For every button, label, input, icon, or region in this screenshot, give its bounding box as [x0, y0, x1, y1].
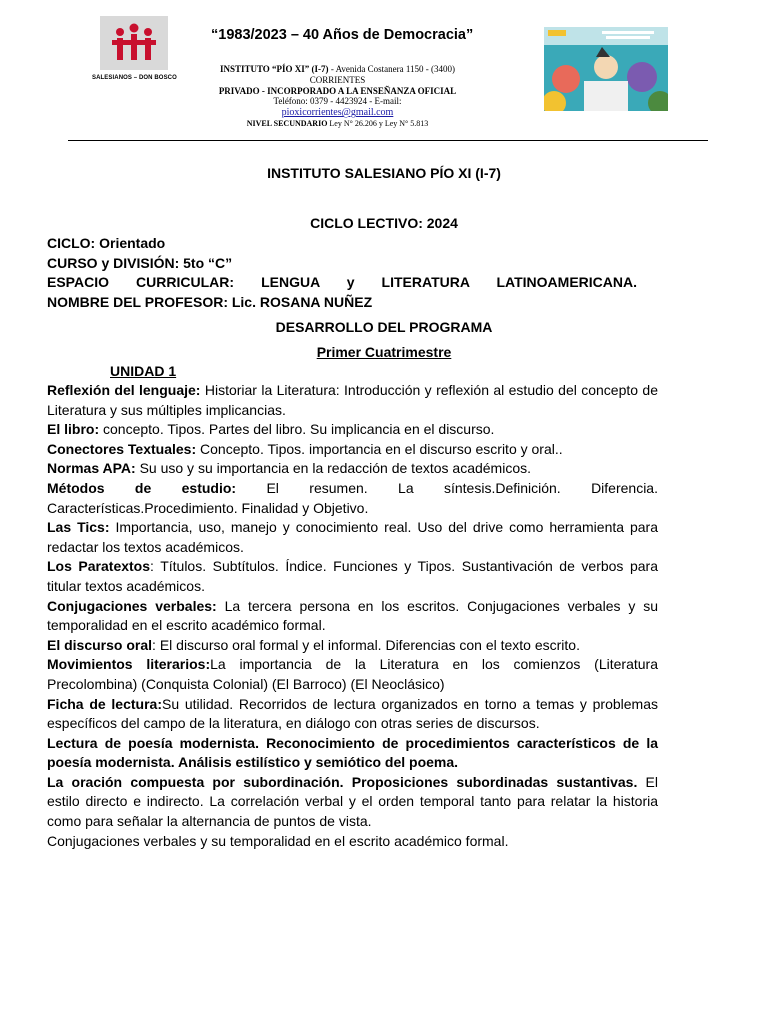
document-title: INSTITUTO SALESIANO PÍO XI (I-7): [267, 165, 501, 181]
semester-heading: [0, 344, 768, 360]
logo-caption: SALESIANOS – DON BOSCO: [92, 75, 177, 81]
list-item: Movimientos literarios:La importancia de la Literatura en los comienzos (Literatura Precolombina) (Conquista Colonial) (El Barroco) (El Neoclásico): [47, 656, 658, 692]
list-item: Reflexión del lenguaje: Historiar la Literatura: Introducción y reflexión al estudio del concepto de Literatura y sus múltiples implicancias.: [47, 382, 658, 418]
list-item: Métodos de estudio: El resumen. La síntesis.Definición. Diferencia. Características.Procedimiento. Finalidad y Objetivo.: [47, 479, 658, 516]
letterhead: [190, 64, 485, 130]
list-item: Conjugaciones verbales y su temporalidad en el escrito académico formal.: [47, 832, 509, 849]
school-year: CICLO LECTIVO: 2024: [310, 215, 458, 231]
list-item: Lectura de poesía modernista. Reconocimiento de procedimientos característicos de la poesía modernista. Análisis estilístico y semiótico del poema.: [47, 734, 658, 771]
list-item: Conjugaciones verbales: La tercera persona en los escritos. Conjugaciones verbales y su temporalidad en el escrito académico formal.: [47, 597, 658, 634]
espacio-line: ESPACIO CURRICULAR: LENGUA y LITERATURA LATINOAMERICANA.: [47, 274, 637, 290]
header-divider: [68, 140, 708, 141]
school-status: PRIVADO - INCORPORADO A LA ENSEÑANZA OFICIAL: [218, 85, 457, 96]
salesianos-logo: [100, 16, 168, 70]
email-link[interactable]: pioxicorrientes@gmail.com: [281, 107, 394, 119]
list-item: Ficha de lectura:Su utilidad. Recorridos de lectura organizados en torno a temas y problemas específicos del campo de la literatura, en diálogo con otras series de discursos.: [47, 695, 658, 732]
list-item: Conectores Textuales: Concepto. Tipos. importancia en el discurso escrito y oral..: [47, 440, 563, 457]
list-item: El discurso oral: El discurso oral formal y el informal. Diferencias con el texto escrito.: [47, 636, 580, 653]
list-item: Los Paratextos: Títulos. Subtítulos. Índice. Funciones y Tipos. Sustantivación de verbos para titular textos académicos.: [47, 558, 658, 594]
school-name: INSTITUTO “PÍO XI” (I-7): [219, 64, 329, 74]
semester-label: Primer Cuatrimestre: [316, 344, 452, 360]
curso-line: CURSO y DIVISIÓN: 5to “C”: [47, 254, 233, 271]
level-label: NIVEL SECUNDARIO: [246, 118, 328, 128]
list-item: La oración compuesta por subordinación. Proposiciones subordinadas sustantivas. El estilo directo e indirecto. La correlación verbal y el orden temporal tanto para relatar la historia como para señalar la alternancia de puntos de vista.: [47, 773, 658, 830]
program-contents: [47, 381, 658, 851]
level-laws: Ley N° 26.206 y Ley N° 5.813: [327, 118, 429, 128]
school-phone: Teléfono: 0379 - 4423924 - E-mail:: [273, 96, 402, 107]
school-city: CORRIENTES: [309, 74, 366, 85]
school-address: - Avenida Costanera 1150 - (3400): [328, 64, 456, 74]
list-item: Las Tics: Importancia, uso, manejo y conocimiento real. Uso del drive como herramienta para redactar los textos académicos.: [47, 519, 659, 555]
unit-heading: UNIDAD 1: [110, 363, 177, 379]
course-meta: [47, 234, 637, 312]
anniversary-heading: “1983/2023 – 40 Años de Democracia”: [211, 27, 474, 43]
profesor-line: NOMBRE DEL PROFESOR: Lic. ROSANA NUÑEZ: [47, 293, 373, 310]
list-item: Normas APA: Su uso y su importancia en la redacción de textos académicos.: [47, 460, 532, 477]
ciclo-line: CICLO: Orientado: [47, 235, 166, 251]
democracy-poster-image: [544, 27, 668, 111]
program-title: DESARROLLO DEL PROGRAMA: [275, 319, 493, 335]
list-item: El libro: concepto. Tipos. Partes del libro. Su implicancia en el discurso.: [47, 421, 495, 438]
